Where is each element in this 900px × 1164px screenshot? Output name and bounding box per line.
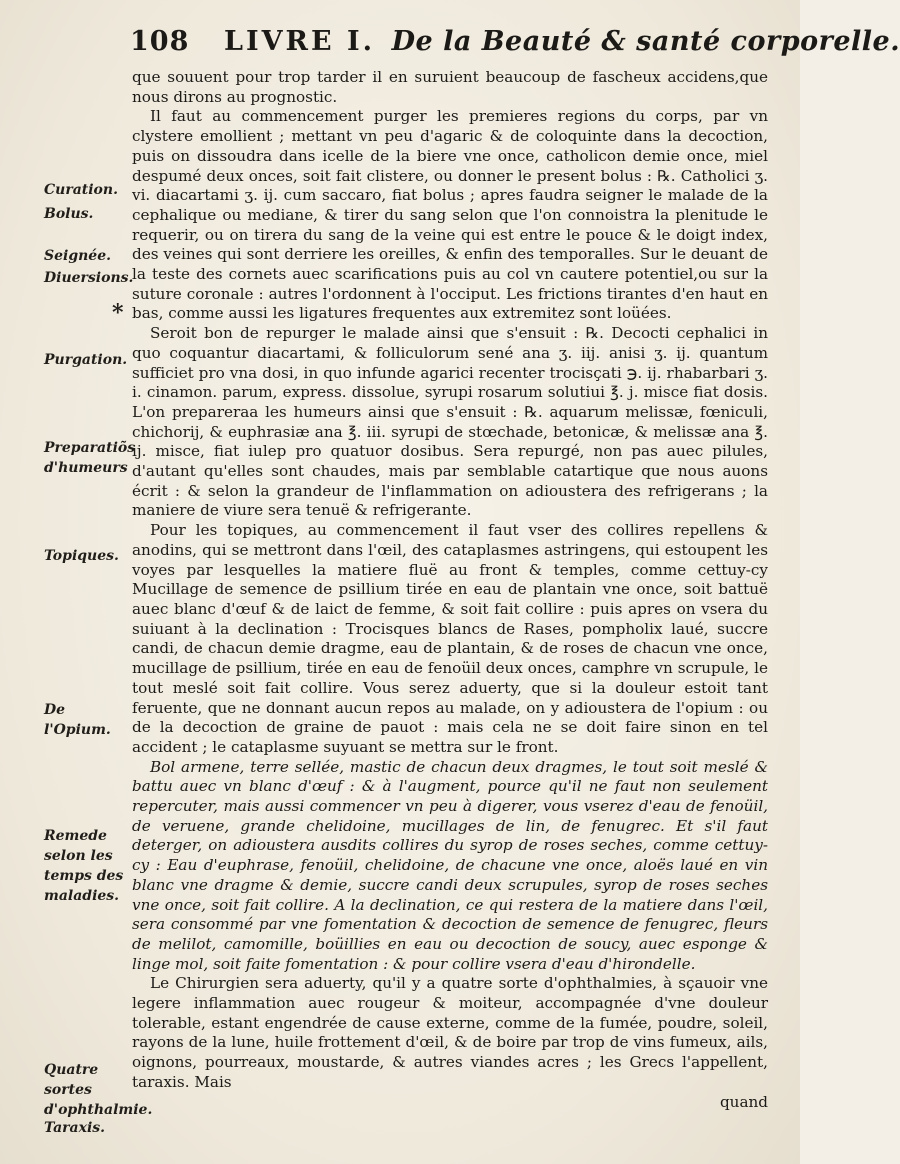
margin-note-opium: De l'Opium.	[44, 702, 111, 738]
margin-note-bolus: Bolus.	[44, 206, 94, 222]
running-title: De la Beauté & santé corporelle.	[391, 26, 900, 57]
paragraph-2: Il faut au commencement purger les premieres regions du corps, par vn clystere emollient ; mettant vn peu d'agaric & de coloquinte dans la decoction, puis on dissoudra dans icelle de la biere vne once, catholicon demie once, miel despumé deux onces, soit fait clistere, ou donner le present bolus : ℞. Catholici ʒ. vi. diacartami ʒ. ij. cum saccaro, fiat bolus ; apres faudra seigner le malade de la cephalique ou mediane, & tirer du sang selon que l'on connoistra la plenitude le requerir, ou on tirera du sang de la veine qui est entre le pouce & le doigt index, des veines qui sont derriere les oreilles, & enfin des temporalles. Sur le deuant de la teste des cornets auec scarifications puis au col vn cautere potentiel,ou sur la suture coronale : autres l'ordonnent à l'occiput. Les frictions tirantes d'en haut en bas, comme aussi les ligatures frequentes aux extremitez sont loüées.	[132, 107, 768, 323]
margin-note-quatre-sortes: Quatre sortes d'ophthalmie.	[44, 1062, 153, 1118]
margin-note-preparations: Preparatiõs d'humeurs	[44, 440, 136, 476]
paragraph-5: Bol armene, terre sellée, mastic de chacun deux dragmes, le tout soit meslé & battu auec vn blanc d'œuf : & à l'augment, pource qu'il ne faut non seulement repercuter, mais aussi commencer vn peu à digerer, vous vserez d'eau de fenoüil, de veruene, grande chelidoine, mucillages de lin, de fenugrec. Et s'il faut deterger, on adioustera ausdits collires du syrop de roses seches, comme cettuy-cy : Eau d'euphrase, fenoüil, chelidoine, de chacune vne once, aloës laué en vin blanc vne dragme & demie, succre candi deux scrupules, syrop de roses seches vne once, soit fait collire. A la declination, ce qui restera de la matiere dans l'œil, sera consommé par vne fomentation & decoction de semence de fenugrec, fleurs de melilot, camomille, boüillies en eau ou decoction de soucy, auec esponge & linge mol, soit faite fomentation : & pour collire vsera d'eau d'hirondelle.	[132, 757, 768, 973]
catchword: quand	[719, 1092, 768, 1111]
paragraph-1: que souuent pour trop tarder il en suruient beaucoup de fascheux accidens,que nous dirons au prognostic.	[132, 68, 768, 106]
margin-note-remede: Remede selon les temps des maladies.	[44, 828, 124, 904]
margin-note-asterisk: *	[112, 300, 124, 326]
running-header	[130, 26, 900, 68]
paragraph-4: Pour les topiques, au commencement il faut vser des collires repellens & anodins, qui se mettront dans l'œil, des cataplasmes astringens, qui estoupent les voyes par lesquelles la matiere fluë au front & temples, comme cettuy-cy Mucillage de semence de psillium tirée en eau de plantain vne once, soit battuë auec blanc d'œuf & de laict de femme, & soit fait collire : puis apres on vsera du suiuant à la declination : Trocisques blancs de Rases, pompholix laué, succre candi, de chacun demie dragme, eau de plantain, & de roses de chacun vne once, mucillage de psillium, tirée en eau de fenoüil deux onces, camphre vn scrupule, le tout meslé soit fait collire. Vous serez aduerty, que si la douleur estoit tant feruente, que ne donnant aucun repos au malade, on y adioustera de l'opium : ou de la decoction de graine de pauot : mais cela ne se doit faire sinon en tel accident ; le cataplasme suyuant se mettra sur le front.	[132, 521, 768, 756]
margin-note-taraxis: Taraxis.	[44, 1120, 106, 1136]
margin-note-topiques: Topiques.	[44, 548, 119, 564]
page-number: 108	[130, 26, 190, 57]
book-label: LIVRE I.	[223, 26, 375, 57]
body-text	[132, 68, 768, 1112]
margin-note-purgation: Purgation.	[44, 352, 128, 368]
margin-note-diversions: Diuersions.	[44, 270, 134, 286]
margin-note-curation: Curation.	[44, 182, 118, 198]
margin-note-seignee: Seignée.	[44, 248, 111, 264]
paragraph-6: Le Chirurgien sera aduerty, qu'il y a quatre sorte d'ophthalmies, à sçauoir vne legere inflammation auec rougeur & moiteur, accompagnée d'vne douleur tolerable, estant engendrée de cause externe, comme de la fumée, poudre, soleil, rayons de la lune, huile frottement d'œil, & de boire par trop de vins fumeux, ails, oignons, pourreaux, moustarde, & autres viandes acres ; les Grecs l'appellent, taraxis. Mais	[132, 974, 768, 1091]
paragraph-3: Seroit bon de repurger le malade ainsi que s'ensuit : ℞. Decocti cephalici in quo coquantur diacartami, & folliculorum sené ana ʒ. iij. anisi ʒ. ij. quantum sufficiet pro vna dosi, in quo infunde agarici recenter trocisçati ℈. ij. rhabarbari ʒ. i. cinamon. parum, express. dissolue, syrupi rosarum solutiui ℥. j. misce fiat dosis. L'on prepareraa les humeurs ainsi que s'ensuit : ℞. aquarum melissæ, fœniculi, chichorij, & euphrasiæ ana ℥. iii. syrupi de stœchade, betonicæ, & melissæ ana ℥. ij. misce, fiat iulep pro quatuor dosibus. Sera repurgé, non pas auec pilules, d'autant qu'elles sont chaudes, mais par semblable catartique que nous auons écrit : & selon la grandeur de l'inflammation on adioustera des refrigerans ; la maniere de viure sera tenuë & refrigerante.	[132, 324, 768, 520]
